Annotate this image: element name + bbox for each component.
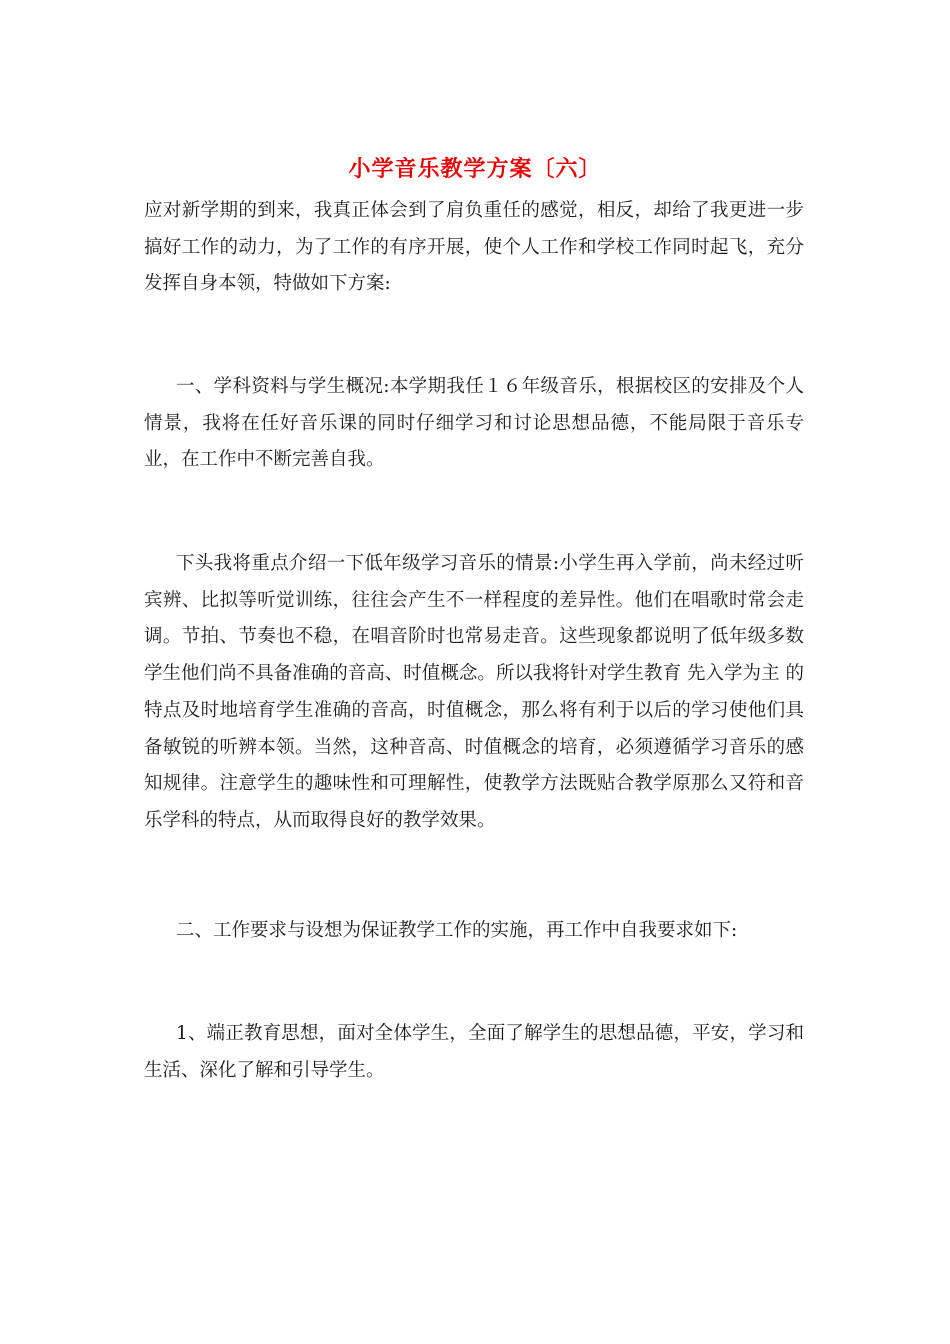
paragraph-section-one: 一、学科资料与学生概况:本学期我任１６年级音乐，根据校区的安排及个人情景，我将在任好音乐课的同时仔细学习和讨论思想品德，不能局限于音乐专业，在工作中不断完善自我。 xyxy=(144,376,804,471)
paragraph-item-one: 1、端正教育思想，面对全体学生，全面了解学生的思想品德，平安，学习和生活、深化了解和引导学生。 xyxy=(144,1023,804,1081)
paragraph-section-two: 二、工作要求与设想为保证教学工作的实施，再工作中自我要求如下: xyxy=(176,920,738,941)
paragraph-low-grade-situation: 下头我将重点介绍一下低年级学习音乐的情景:小学生再入学前，尚未经过听宾辨、比拟等听觉训练，往往会产生不一样程度的差异性。他们在唱歌时常会走调。节拍、节奏也不稳，在唱音阶时也常易走音。这些现象都说明了低年级多数学生他们尚不具备准确的音高、时值概念。所以我将针对学生教育 先入学为主 的特点及时地培育学生准确的音高，时值概念，那么将有利于以后的学习使他们具备敏锐的听辨本领。当然，这种音高、时值概念的培育，必须遵循学习音乐的感知规律。注意学生的趣味性和可理解性，使教学方法既贴合教学原那么又符和音乐学科的特点，从而取得良好的教学效果。 xyxy=(144,553,804,831)
document-title: 小学音乐教学方案〔六〕 xyxy=(348,156,602,182)
paragraph-intro: 应对新学期的到来，我真正体会到了肩负重任的感觉，相反，却给了我更进一步搞好工作的动力，为了工作的有序开展，使个人工作和学校工作同时起飞，充分发挥自身本领，特做如下方案: xyxy=(144,200,804,295)
